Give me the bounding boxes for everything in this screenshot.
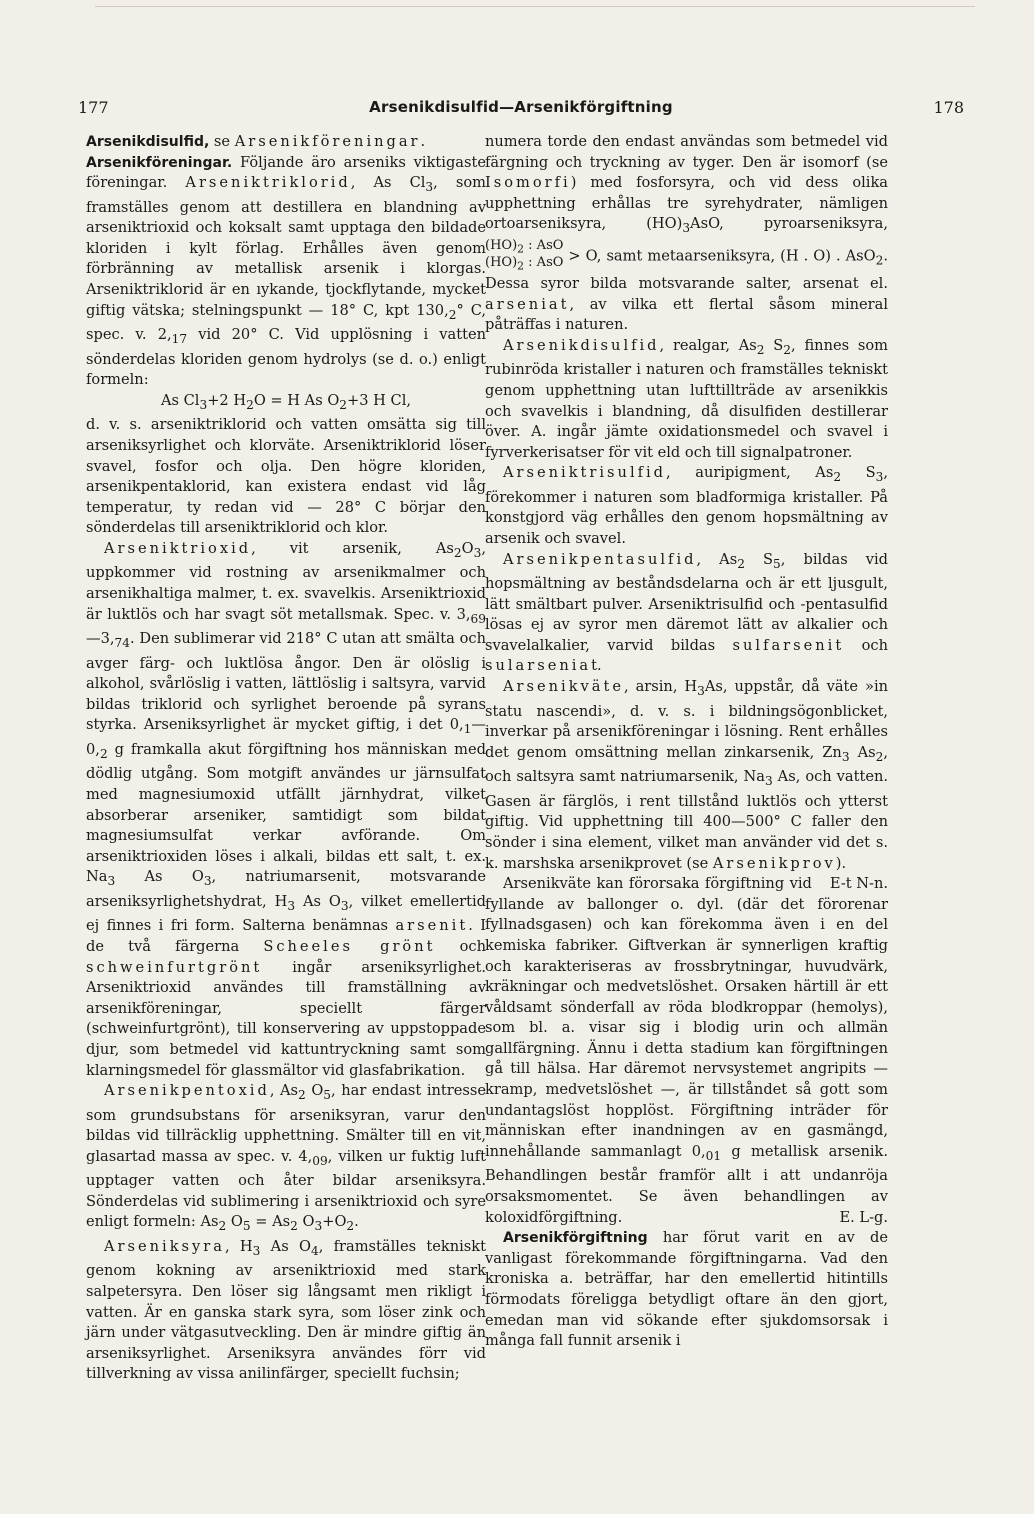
paragraph: Arsenikväte, arsin, $H_3As$, uppstår, då väte »in statu nascendi», d. v. s. i bildningsögonblicket, inverkar på arsenikföreningar i lösning. Rent erhålles det genom omsättning mellan zinkarsenik, $Zn_3$ $As_2$, och saltsyra samt natriumarsenik, $Na_3$ As, och vatten. Gasen är färglös, i rent tillstånd luktlös och ytterst giftig. Vid upphettning till 400—500° C faller den sönder i sina element, vilket man använder vid det s. k. marshska arsenikprovet (se Arsenikprov). E-t N-n.: [485, 678, 889, 893]
paragraph: Arsenikdisulfid, se Arsenikföreningar.: [86, 133, 426, 150]
page-header: [78, 98, 964, 122]
formula: As $Cl_3+2$ $H_2O = H$ As $O_2+3$ H Cl,: [160, 391, 412, 412]
paragraph: Arsenikväte kan förorsaka förgiftning vid fyllande av ballonger o. dyl. (där det förorenar fyllnadsgasen) och kan förekomma även i en del kemiska fabriker. Giftverkan är synnerligen kraftig och karakteriseras av frossbrytningar, huvudvärk, kräkningar och medvetslöshet. Orsaken härtill är ett våldsamt sönderfall av röda blodkroppar (hemolys), som bl. a. visar sig i blodig urin och allmän gallfärgning. Ännu i detta stadium kan förgiftningen gå till hälsa. Har däremot nervsystemet angripits — kramp, medvetslöshet —, är tillståndet så gott som undantagslöst hopplöst. Förgiftning inträder för människan efter inandningen av en gasmängd, innehållande sammanlagt $0,_{01}$ g metallisk arsenik. Behandlingen består framför allt i att undanröja orsaksmomentet. Se även behandlingen av koloxidförgiftning. E. L-g.: [485, 875, 888, 1226]
page-number-right: 178: [933, 98, 964, 117]
paragraph: Arseniktrisulfid, auripigment, $As_2$ $S_3$, förekommer i naturen som bladformiga kristaller. På konstgjord väg erhålles den genom hopsmältning av arsenik och svavel.: [485, 464, 889, 547]
paragraph: Arseniksyra, $H_3$ As $O_4$, framställes tekniskt genom kokning av arseniktrioxid med stark salpetersyra. Den löser sig långsamt men rikligt i vatten. Är en ganska stark syra, som löser zink och järn under vätgasutveckling. Den är mindre giftig än arseniksyrlighet. Arseniksyra användes förr vid tillverkning av vissa anilinfärger, speciellt fuchsin;: [86, 1237, 486, 1383]
running-title: Arsenikdisulfid—Arsenikförgiftning: [369, 98, 673, 116]
paragraph: Arsenikförgiftning har förut varit en av de vanligast förekommande förgiftningarna. Vad den kroniska a. beträffar, har den emellertid hitintills förmodats föreligga betydligt oftare än den gjort, emedan man vid sökande efter sjukdomsorsak i många fall funnit arsenik i: [485, 1229, 888, 1350]
top-rule: [95, 6, 975, 7]
paragraph: Arsenikpentoxid, $As_2$ $O_5$, har endast intresse som grundsubstans för arseniksyran, varur den bildas vid tillräcklig upphettning. Smälter till en vit, glasartad massa av spec. v. $4,_{09}$, vilken ur fuktig luft upptager vatten och åter bildar arseniksyra. Sönderdelas vid sublimering i arseniktrioxid och syre enligt formeln: $As_2$ $O_5 = As_2$ $O_3+O_2$.: [86, 1082, 486, 1234]
paragraph: Arseniktrioxid, vit arsenik, $As_2O_3$, uppkommer vid rostning av arsenikmalmer och arsenikhaltiga malmer, t. ex. svavelkis. Arseniktrioxid är luktlös och har svagt söt metallsmak. Spec. v. $3,_{69}—3,_{74}$. Den sublimerar vid 218° C utan att smälta och avger färg- och luktlösa ångor. Den är olöslig i alkohol, svårlöslig i vatten, lättlöslig i saltsyra, varvid bildas triklorid och syrlighet beroende på syrans styrka. Arseniksyrlighet är mycket giftig, i $\det 0,_1—0,_2$ g framkalla akut förgiftning hos människan med dödlig utgång. Som motgift användes ur järnsulfat med magnesiumoxid utfällt järnhydrat, vilket absorberar arseniker, samtidigt som bildat magnesiumsulfat verkar avförande. Om arseniktrioxiden löses i alkali, bildas ett salt, t. ex. $Na_3$ As $O_3$, natriumarsenit, motsvarande arseniksyrlighetshydrat, $H_3$ As $O_3$, vilket emellertid ej finnes i fri form. Salterna benämnas arsenit. I de två färgerna Scheeles grönt och schweinfurtgrönt ingår arseniksyrlighet. Arseniktrioxid användes till framställning av arsenikföreningar, speciellt färger (schweinfurtgrönt), till konservering av uppstoppade djur, som betmedel vid kattuntryckning samt som klarningsmedel för glassmältor vid glasfabrikation.: [86, 539, 486, 1079]
paragraph: numera torde den endast användas som betmedel vid färgning och tryckning av tyger. Den är isomorf (se Isomorfi) med fosforsyra, och vid dess olika upphettning erhållas tre syrehydrater, nämligen ortoarseniksyra, $(HO)_3AsO$, pyroarseniksyra, $(HO)_2$ : AsO $(HO)_2$ : AsO > O, samt metaarseniksyra, (H . O) . AsO$_2$. Dessa syror bilda motsvarande salter, arsenat el. arseniat, av vilka ett flertal såsom mineral påträffas i naturen.: [485, 133, 888, 334]
paragraph: Arsenikpentasulfid, $As_2$ $S_5$, bildas vid hopsmältning av beståndsdelarna och är ett ljusgult, lätt smältbart pulver. Arseniktrisulfid och -pentasulfid lösas ej av syror men däremot lätt av alkalier och svavelalkalier, varvid bildas sulfarsenit och sularseniat.: [485, 550, 889, 675]
right-column: [485, 132, 888, 1352]
paragraph: Arsenikföreningar. Följande äro arseniks viktigaste föreningar. Arseniktriklorid, As $Cl_3$, som framställes genom att destillera en blandning av arseniktrioxid och koksalt samt upptaga den bildade kloriden i kylt förlag. Erhålles även genom förbränning av metallisk arsenik i klorgas. Arseniktriklorid är en ıykande, tjockflytande, mycket giftig vätska; stelningspunkt — 18° C, kpt $130,_2^\circ$ C, spec. v. $2,_{17}$ vid 20° C. Vid upplösning i vatten sönderdelas kloriden genom hydrolys (se d. o.) enligt formeln:: [86, 153, 486, 389]
paragraph: d. v. s. arseniktriklorid och vatten omsätta sig till arseniksyrlighet och klorväte. Arseniktriklorid löser svavel, fosfor och olja. Den högre kloriden, arsenikpentaklorid, kan existera endast vid låg temperatur, ty redan vid — 28° C börjar den sönderdelas till arseniktriklorid och klor.: [86, 416, 486, 537]
paragraph: Arsenikdisulfid, realgar, $As_2$ $S_2$, finnes som rubinröda kristaller i naturen och framställes tekniskt genom upphettning utan lufttillträde av arsenikkis och svavelkis i blandning, då disulfiden destillerar över. A. ingår jämte oxidationsmedel och svavel i fyrverkerisatser för vit eld och till signalpatroner.: [485, 336, 888, 461]
left-column: [86, 132, 486, 1385]
page-number-left: 177: [78, 98, 109, 117]
